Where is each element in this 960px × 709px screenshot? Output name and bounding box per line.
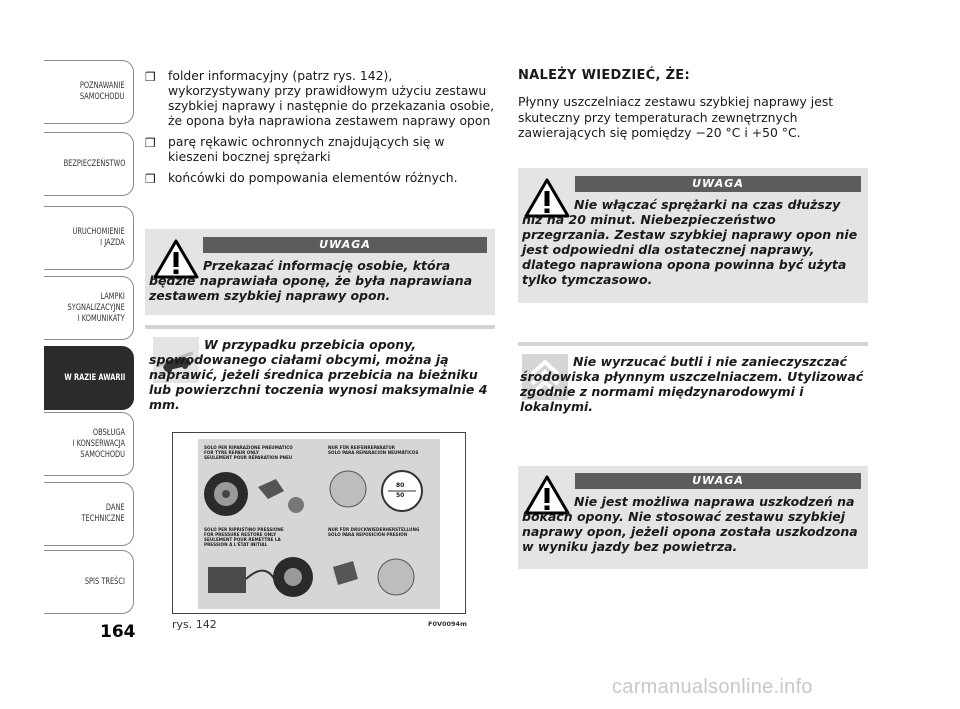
list-item-text: folder informacyjny (patrz rys. 142), wykorzystywany przy prawidłowym użyciu zestawu szybkiej naprawy i następnie do przekazania osobie, że opona była naprawiona zestawem naprawy opon xyxy=(168,68,495,128)
tab-label: DANE TECHNICZNE xyxy=(81,503,125,524)
warning-text: Nie włączać sprężarki na czas dłuższy niż na 20 minut. Niebezpieczeństwo przegrzania. Zestaw szybkiej naprawy opon nie jest odpowiedni dla ostatecznej naprawy, dlatego naprawiona opona powinna być użyta tylko tymczasowo. xyxy=(522,197,858,287)
note-panel-2 xyxy=(518,342,868,432)
bullet-list xyxy=(145,68,495,191)
valve-icon xyxy=(258,479,284,499)
divider xyxy=(518,342,868,346)
figure-code: F0V0094m xyxy=(428,620,467,628)
note-panel-1 xyxy=(145,325,495,412)
tab-label: LAMPKI SYGNALIZACYJNE I KOMUNIKATY xyxy=(67,291,125,324)
warning-header: UWAGA xyxy=(203,237,487,253)
tab-spis-tresci[interactable] xyxy=(44,550,134,614)
leaflet-illustrations xyxy=(198,439,440,609)
warning-panel-3 xyxy=(518,466,868,569)
tab-label: URUCHOMIENIE I JAZDA xyxy=(72,227,125,248)
checkbox-bullet-icon: ❒ xyxy=(145,136,156,150)
figure-caption: rys. 142 xyxy=(172,618,217,631)
gauge-value: 50 xyxy=(396,492,405,499)
tab-w-razie-awarii[interactable] xyxy=(44,346,134,410)
info-paragraph: Płynny uszczelniacz zestawu szybkiej naprawy jest skuteczny przy temperaturach zewnętrznych zawierających się pomiędzy −20 °C i +50 °C. xyxy=(518,94,834,140)
tab-label: POZNAWANIE SAMOCHODU xyxy=(80,81,125,102)
list-item-text: końcówki do pompowania elementów różnych. xyxy=(168,170,458,185)
warning-text: Nie jest możliwa naprawa uszkodzeń na bokach opony. Nie stosować zestawu szybkiej naprawy opon, jeżeli opona została uszkodzona w wyniku jazdy bez powietrza. xyxy=(522,494,858,554)
tab-label: SPIS TREŚCI xyxy=(84,576,125,587)
tab-obsluga-i-konserwacja[interactable] xyxy=(44,412,134,476)
divider xyxy=(145,325,495,329)
list-item xyxy=(145,68,495,128)
figure-tyre-repair-leaflet xyxy=(172,432,466,614)
tab-poznawanie-samochodu[interactable] xyxy=(44,60,134,124)
tab-uruchomienie-i-jazda[interactable] xyxy=(44,206,134,270)
tab-lampki-sygnalizacyjne[interactable] xyxy=(44,276,134,340)
warning-text: Przekazać informację osobie, która będzie naprawiała oponę, że była naprawiana zestawem szybkiej naprawy opon. xyxy=(149,258,473,303)
tab-label: OBSŁUGA I KONSERWACJA SAMOCHODU xyxy=(72,427,125,460)
tab-dane-techniczne[interactable] xyxy=(44,482,134,546)
gauge-value: 80 xyxy=(396,482,405,489)
checkbox-bullet-icon: ❒ xyxy=(145,172,156,186)
leaflet-image xyxy=(198,439,440,609)
checkbox-bullet-icon: ❒ xyxy=(145,70,156,84)
warning-panel-1 xyxy=(145,229,495,315)
warning-panel-2 xyxy=(518,168,868,303)
leaflet-text: SOLO PER RIPARAZIONE PNEUMATICO FOR TYRE REPAIR ONLY SEULEMENT POUR RÉPARATION PNEU xyxy=(204,445,293,460)
compressor-icon xyxy=(208,567,246,593)
tab-label: W RAZIE AWARII xyxy=(63,372,125,383)
warning-header: UWAGA xyxy=(575,176,861,192)
leaflet-text: NUR FÜR DRUCKWIEDERHERSTELLUNG SOLO PARA REPOSICIÓN PRESIÓN xyxy=(328,527,420,537)
list-item xyxy=(145,170,495,185)
sealant-bottle-icon xyxy=(330,471,366,507)
note-text: Nie wyrzucać butli i nie zanieczyszczać środowiska płynnym uszczelniaczem. Utylizować zgodnie z normami międzynarodowymi i lokalnymi. xyxy=(520,354,864,414)
tab-bezpieczenstwo[interactable] xyxy=(44,132,134,196)
page-number: 164 xyxy=(100,622,136,642)
section-heading: NALEŻY WIEDZIEĆ, ŻE: xyxy=(518,68,690,83)
leaflet-text: SOLO PER RIPRISTINO PRESSIONE FOR PRESSURE RESTORE ONLY SEULEMENT POUR REMETTRE LA PRESSION À L'ÉTAT INITIAL xyxy=(204,527,284,547)
leaflet-text: NUR FÜR REIFENREPARATUR SOLO PARA REPARACIÓN NEUMÁTICOS xyxy=(328,445,419,455)
watermark: carmanualsonline.info xyxy=(612,676,813,698)
list-item xyxy=(145,134,495,164)
list-item-text: parę rękawic ochronnych znajdujących się w kieszeni bocznej sprężarki xyxy=(168,134,445,164)
warning-header: UWAGA xyxy=(575,473,861,489)
note-text: W przypadku przebicia opony, spowodowanego ciałami obcymi, można ją naprawić, jeżeli średnica przebicia na bieżniku lub powierzchni toczenia wynosi maksymalnie 4 mm. xyxy=(149,337,488,412)
tab-label: BEZPIECZEŃSTWO xyxy=(63,158,125,169)
